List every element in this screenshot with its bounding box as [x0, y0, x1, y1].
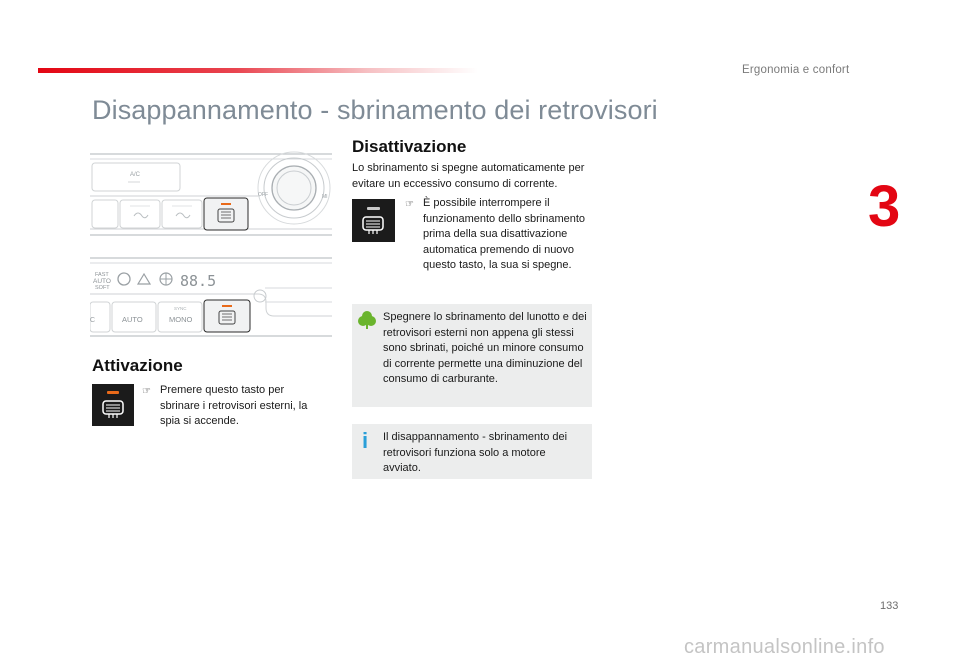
eco-tip-text: Spegnere lo sbrinamento del lunotto e dei retrovisori esterni non appena gli stessi sono sbrinati, poiché un minore consumo di corrente permette una diminuzione del consumo di carburante.	[383, 311, 587, 385]
auto-button-label: AUTO	[122, 315, 143, 324]
attivazione-heading: Attivazione	[92, 356, 183, 375]
c-label: C	[90, 317, 96, 324]
bullet-icon: ☞	[405, 199, 414, 210]
ac-label: A/C	[130, 172, 141, 178]
soft-label: SOFT	[95, 285, 110, 291]
attivazione-text: Premere questo tasto per sbrinare i retrovisori esterni, la spia si accende.	[160, 384, 308, 427]
mono-button-label: MONO	[169, 315, 193, 324]
disattivazione-heading: Disattivazione	[352, 137, 467, 156]
svg-text:OFF: OFF	[258, 192, 268, 198]
climate-panel-top-illustration	[90, 146, 332, 238]
bullet-icon: ☞	[142, 386, 151, 397]
temperature-display: 88.5	[180, 272, 217, 290]
header-accent-bar	[38, 68, 478, 73]
defrost-button-icon	[92, 384, 134, 426]
eco-tip-box	[352, 304, 592, 407]
info-box	[352, 424, 592, 479]
fast-label: FAST	[95, 272, 109, 278]
eco-leaf-icon	[358, 310, 376, 330]
disattivazione-text: È possibile interrompere il funzionamento dello sbrinamento prima della sua disattivazione automatica premendo di nuovo questo tasto, la sua si spegne.	[423, 197, 586, 271]
attivazione-item	[142, 383, 322, 430]
disattivazione-intro: Lo sbrinamento si spegne automaticamente per evitare un eccessivo consumo di corrente.	[352, 162, 585, 190]
climate-panel-bottom-illustration	[90, 256, 332, 340]
page-title: Disappannamento - sbrinamento dei retrovisori	[92, 95, 658, 125]
disattivazione-item	[405, 196, 597, 274]
section-header: Ergonomia e confort	[742, 64, 850, 76]
info-icon: i	[362, 428, 369, 453]
page-number: 133	[880, 600, 899, 612]
auto-label: AUTO	[93, 278, 111, 285]
sync-label: SYNC	[174, 306, 187, 311]
defrost-button-icon-2	[352, 199, 395, 242]
chapter-number: 3	[868, 174, 901, 239]
svg-text:MI: MI	[322, 194, 328, 200]
watermark: carmanualsonline.info	[684, 636, 885, 658]
info-text: Il disappannamento - sbrinamento dei retrovisori funziona solo a motore avviato.	[383, 431, 568, 474]
